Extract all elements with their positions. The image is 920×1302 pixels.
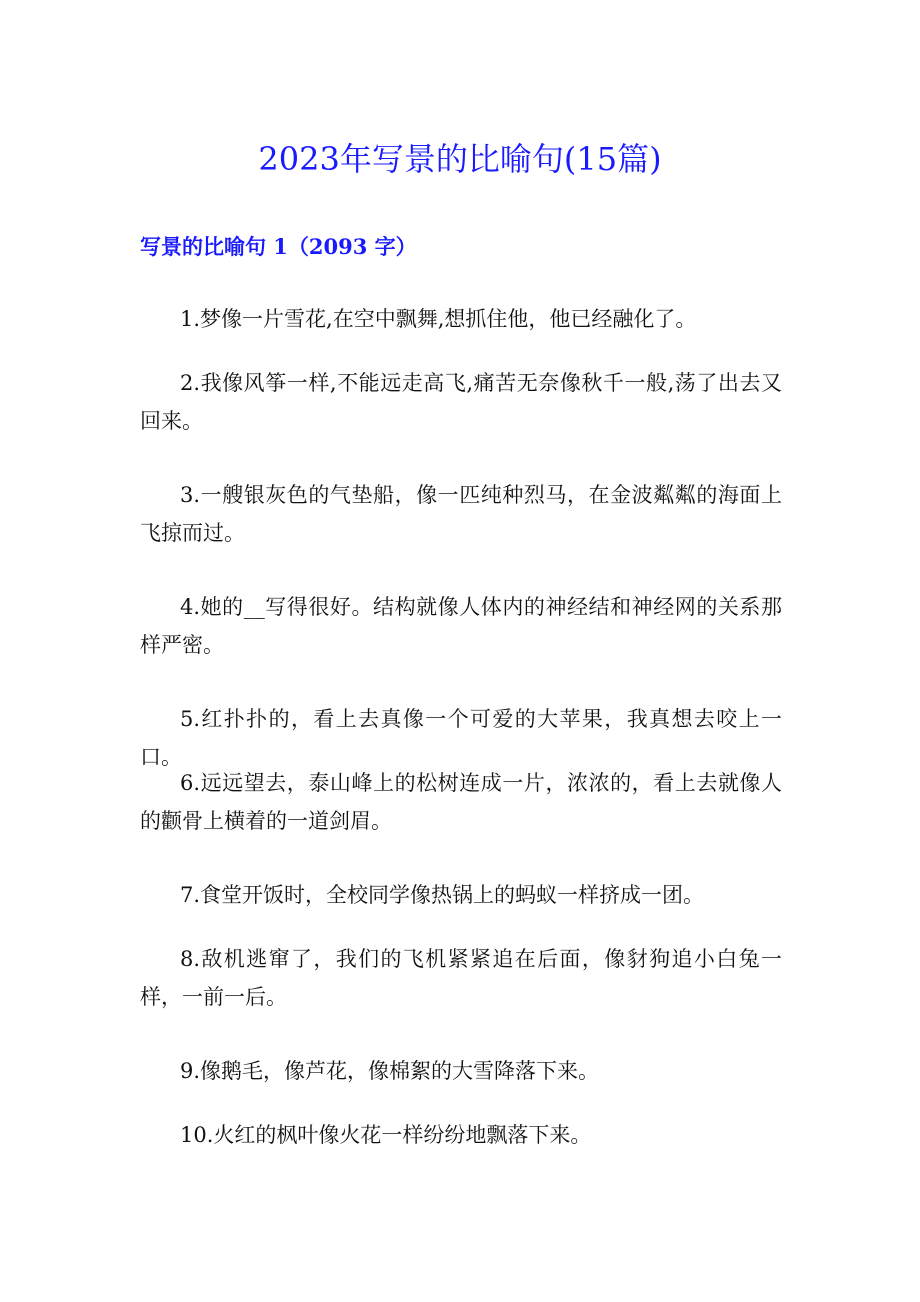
list-item: 7.食堂开饭时，全校同学像热锅上的蚂蚁一样挤成一团。 [180, 883, 705, 907]
list-item: 4.她的__写得很好。结构就像人体内的神经结和神经网的关系那样严密。 [140, 595, 782, 657]
list-item: 10.火红的枫叶像火花一样纷纷地飘落下来。 [180, 1123, 592, 1147]
document-title: 2023年写景的比喻句(15篇) [258, 140, 662, 178]
list-item: 6.远远望去，泰山峰上的松树连成一片，浓浓的，看上去就像人的颧骨上横着的一道剑眉。 [140, 771, 782, 833]
list-item: 3.一艘银灰色的气垫船，像一匹纯种烈马，在金波粼粼的海面上飞掠而过。 [140, 483, 782, 545]
list-item: 8.敌机逃窜了，我们的飞机紧紧追在后面，像豺狗追小白兔一样，一前一后。 [140, 947, 782, 1009]
list-item: 2.我像风筝一样,不能远走高飞,痛苦无奈像秋千一般,荡了出去又回来。 [140, 371, 782, 433]
list-item: 9.像鹅毛，像芦花，像棉絮的大雪降落下来。 [180, 1059, 600, 1083]
list-item: 1.梦像一片雪花,在空中飘舞,想抓住他，他已经融化了。 [180, 307, 697, 331]
section-heading: 写景的比喻句 1（2093 字） [140, 234, 417, 259]
list-item: 5.红扑扑的，看上去真像一个可爱的大苹果，我真想去咬上一口。 [140, 707, 782, 769]
